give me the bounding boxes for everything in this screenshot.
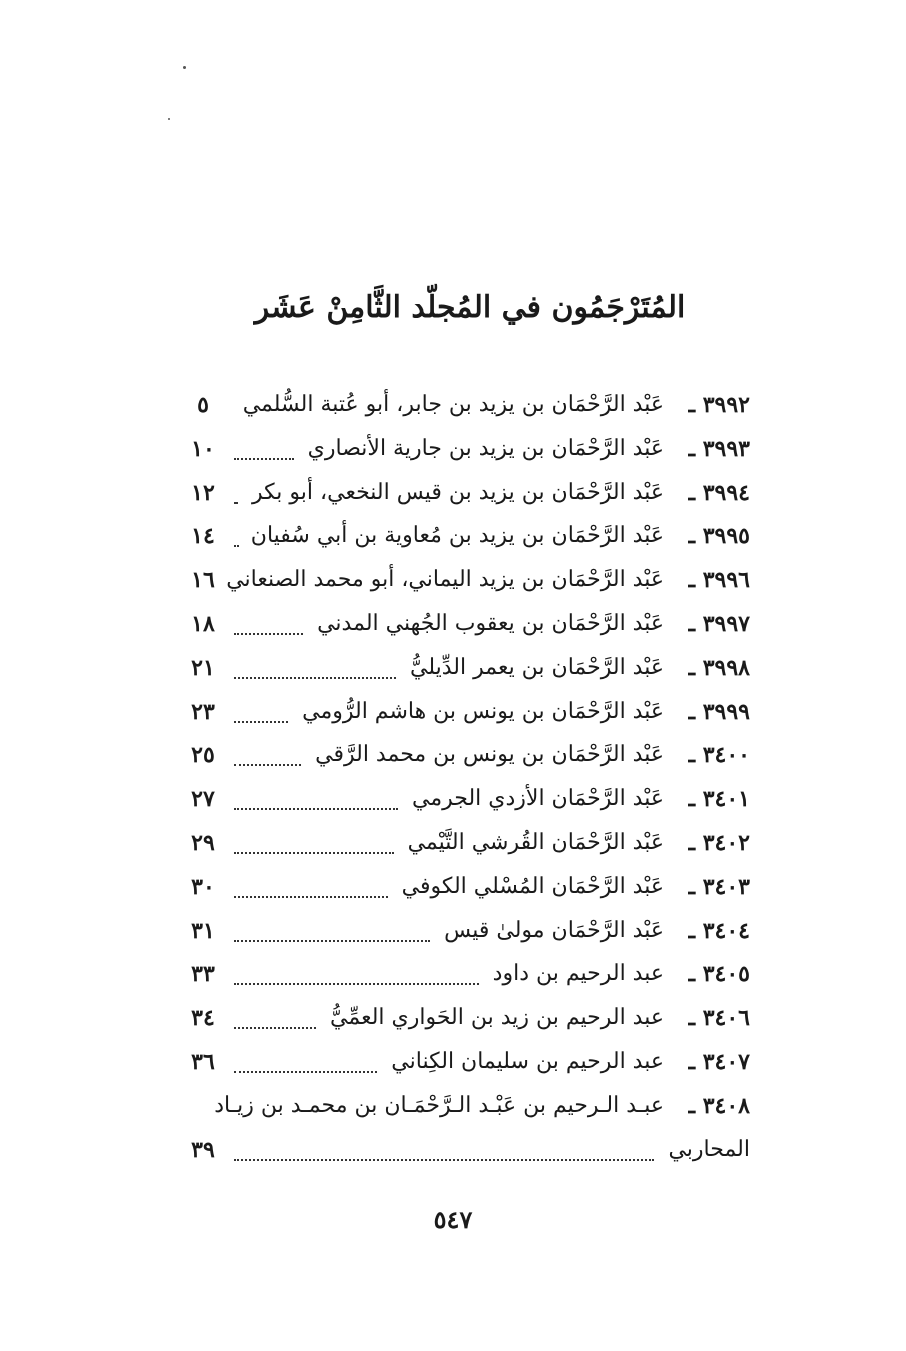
entry-number: ٣٤٠٨ ـ: [688, 1092, 750, 1119]
entry-number: ٣٩٩٢ ـ: [688, 392, 750, 418]
toc-entry: [180, 563, 750, 607]
entry-name: عَبْد الرَّحْمَان بن يعمر الدِّيليُّ: [410, 654, 664, 680]
toc-entry: [180, 826, 750, 870]
toc-entry: [180, 476, 750, 520]
entry-page-number: ٢٥: [191, 742, 215, 769]
dot-leader: [234, 1013, 316, 1029]
entry-number: ٣٤٠٠ ـ: [688, 742, 750, 769]
entry-number: ٣٤٠١ ـ: [688, 786, 750, 813]
toc-entry: [180, 1001, 750, 1045]
toc-entry: [180, 957, 750, 1001]
toc-entry: [180, 432, 750, 476]
entry-name: عَبْد الرَّحْمَان بن يزيد بن جارية الأنصاري: [307, 435, 664, 461]
page-number: ٥٤٧: [433, 1205, 473, 1234]
dot-leader: [234, 750, 301, 766]
entry-page-number: ١٨: [191, 610, 215, 637]
dot-leader: [234, 707, 288, 723]
dot-leader: [234, 926, 430, 942]
dot-leader: [234, 444, 294, 460]
entry-name: عَبْد الرَّحْمَان بن يونس بن محمد الرَّقي: [315, 742, 664, 768]
toc-entry: [180, 870, 750, 914]
entry-number: ٣٩٩٧ ـ: [688, 610, 750, 637]
entry-name: عَبْد الرَّحْمَان بن يونس بن هاشم الرُّومي: [302, 698, 664, 724]
entry-number: ٣٤٠٣ ـ: [688, 873, 750, 900]
entry-page-number: ٣٤: [191, 1005, 215, 1032]
entry-number: ٣٤٠٢ ـ: [688, 829, 750, 856]
entry-page-number: ١٢: [191, 479, 215, 506]
entry-number: ٣٩٩٨ ـ: [688, 654, 750, 681]
entry-page-number: ٣٩: [191, 1136, 215, 1163]
toc-entry: [180, 1045, 750, 1089]
ink-speck: [183, 66, 186, 69]
dot-leader: [234, 619, 303, 635]
entry-name: عَبْد الرَّحْمَان بن يعقوب الجُهني المدني: [317, 610, 664, 636]
dot-leader: [234, 531, 237, 547]
entry-page-number: ٣٦: [191, 1048, 215, 1075]
dot-leader: [234, 663, 396, 679]
entry-name: عبد الرحيم بن داود: [492, 961, 664, 987]
entry-name: عَبْد الرَّحْمَان الأزدي الجرمي: [411, 786, 664, 812]
entry-name: عَبْد الرَّحْمَان بن يزيد بن قيس النخعي، أبو بكر: [252, 479, 664, 505]
dot-leader: [234, 794, 398, 810]
entry-page-number: ٢١: [191, 654, 215, 681]
entry-name: عَبْد الرَّحْمَان المُسْلي الكوفي: [401, 873, 664, 899]
entry-page-number: ٢٩: [191, 829, 215, 856]
toc-entry: [180, 695, 750, 739]
entry-number: ٣٩٩٦ ـ: [688, 567, 750, 594]
entry-number: ٣٩٩٤ ـ: [688, 479, 750, 506]
entry-number: ٣٤٠٧ ـ: [688, 1048, 750, 1075]
entry-number: ٣٤٠٥ ـ: [688, 961, 750, 988]
entry-page-number: ١٠: [191, 435, 215, 462]
entry-name: عَبْد الرَّحْمَان بن يزيد بن مُعاوية بن أبي سُفيان: [250, 523, 664, 549]
entry-name: عَبْد الرَّحْمَان مولىٰ قيس: [444, 917, 664, 943]
entry-page-number: ٣٠: [191, 873, 215, 900]
entry-number: ٣٩٩٣ ـ: [688, 435, 750, 462]
entry-page-number: ٣٣: [191, 961, 215, 988]
entry-name-continued: المحاربي: [668, 1136, 750, 1162]
entry-name: عَبْد الرَّحْمَان بن يزيد اليماني، أبو محمد الصنعاني: [226, 567, 664, 593]
dot-leader: [234, 838, 394, 854]
ink-speck: [168, 118, 170, 120]
entry-name: عَبْد الرَّحْمَان القُرشي التَّيْمي: [407, 829, 664, 855]
entry-number: ٣٩٩٥ ـ: [688, 523, 750, 550]
entry-name: عبـد الـرحيم بن عَبْـد الـرَّحْمَـان بن محمـد بن زيـاد: [214, 1092, 664, 1118]
entry-name: عبد الرحيم بن سليمان الكِناني: [391, 1048, 664, 1074]
toc-entry: [180, 782, 750, 826]
entry-name: عَبْد الرَّحْمَان بن يزيد بن جابر، أبو عُتبة السُّلمي: [242, 392, 664, 417]
page-title: المُتَرْجَمُون في المُجلّد الثَّامِنْ عَشَر: [254, 290, 686, 325]
dot-leader: [234, 1145, 654, 1161]
dot-leader: [234, 969, 479, 985]
toc-entry: [180, 738, 750, 782]
table-of-contents: [180, 388, 750, 1177]
entry-page-number: ٢٣: [191, 698, 215, 725]
dot-leader: [234, 882, 388, 898]
toc-entry: [180, 651, 750, 695]
entry-number: ٣٤٠٦ ـ: [688, 1005, 750, 1032]
entry-page-number: ٢٧: [191, 786, 215, 813]
dot-leader: [234, 1057, 377, 1073]
toc-entry: [180, 388, 750, 432]
entry-page-number: ٥: [197, 392, 209, 418]
entry-number: ٣٩٩٩ ـ: [688, 698, 750, 725]
entry-name: عبد الرحيم بن زيد بن الحَواري العمِّيُّ: [330, 1005, 664, 1031]
toc-entry: [180, 607, 750, 651]
entry-page-number: ١٤: [191, 523, 215, 550]
toc-entry: [180, 519, 750, 563]
toc-entry: [180, 1089, 750, 1133]
entry-page-number: ٣١: [191, 917, 215, 944]
toc-entry-continuation: [180, 1133, 750, 1177]
dot-leader: [234, 488, 238, 504]
toc-entry: [180, 914, 750, 958]
entry-number: ٣٤٠٤ ـ: [688, 917, 750, 944]
entry-page-number: ١٦: [191, 567, 215, 594]
